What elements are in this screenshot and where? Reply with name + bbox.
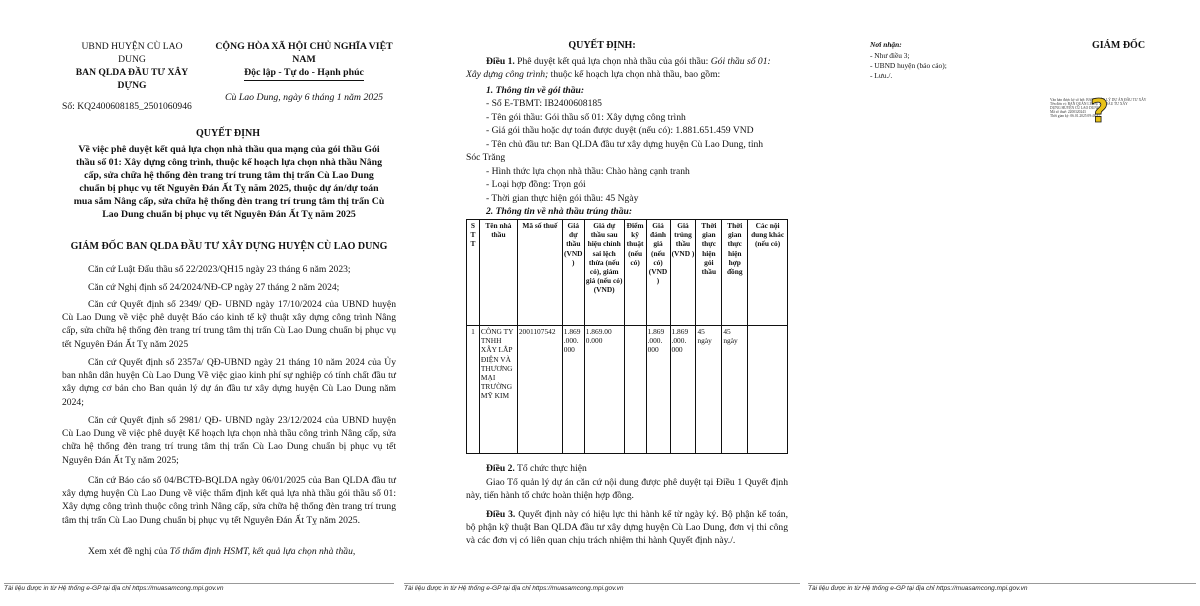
col-header: Tên nhà thầu (479, 220, 517, 326)
proposal-line: Xem xét đề nghị của Tổ thẩm định HSMT, kết quả lựa chọn nhà thầu, (88, 546, 356, 557)
national-header (212, 40, 396, 104)
col-header: Mã số thuế (517, 220, 562, 326)
table-cell: 1.869 .000. 000 (670, 326, 696, 454)
decision-heading: QUYẾT ĐỊNH: (568, 40, 636, 51)
legal-basis-item: Căn cứ Nghị định số 24/2024/NĐ-CP ngày 27 tháng 2 năm 2024; (88, 282, 340, 293)
winning-bidder-table (466, 219, 788, 454)
document-number: Số: KQ2400608185_2501060946 (62, 101, 192, 112)
section-package-info: 1. Thông tin về gói thầu: (486, 85, 585, 96)
legal-basis-item: Căn cứ Báo cáo số 04/BCTĐ-BQLDA ngày 06/01/2025 của Ban QLDA đầu tư xây dựng huyện Cù Lao Dung về việc thẩm định kết quả lựa nhà thầu gói thầu số 01: Xây dựng công trình thuộc công trình Nâng cấp, sửa chữa hệ thống đèn trang trí trung tâm thị trấn Cù Lao Dung chuẩn bị phục vụ tết Nguyên Đán Ất Tỵ năm 2025. (62, 475, 396, 526)
col-header: Điểm kỹ thuật (nếu có) (624, 220, 646, 326)
recipients-title: Nơi nhận: (870, 40, 902, 49)
org-line-1: UBND HUYỆN CÙ LAO (81, 41, 183, 52)
issuing-authority: GIÁM ĐỐC BAN QLDA ĐẦU TƯ XÂY DỰNG HUYỆN CÙ LAO DUNG (70, 241, 388, 252)
recipient-item: - Lưu./. (870, 71, 893, 80)
subject-line: Lao Dung chuẩn bị phục vụ tết Nguyên Đán Ất Tỵ năm 2025 (102, 209, 356, 220)
signature-text: Thời gian ký: 06.01.2025 09:48:47 (1050, 114, 1101, 118)
col-header: S T T (467, 220, 480, 326)
info-line: - Tên chủ đầu tư: Ban QLDA đầu tư xây dựng huyện Cù Lao Dung, tỉnh (486, 139, 764, 150)
subject-line: Về việc phê duyệt kết quả lựa chọn nhà thầu qua mạng của gói thầu Gói (78, 144, 380, 155)
table-cell: 1 (467, 326, 480, 454)
legal-basis-item: Căn cứ Quyết định số 2349/ QĐ- UBND ngày 17/10/2024 của UBND huyện Cù Lao Dung về việc phê duyệt Báo cáo kinh tế kỹ thuật xây dựng công trình Nâng cấp, sửa chữa hệ thống đèn trang trí trung tâm thị trấn Cù Lao Dung chuẩn bị phục vụ tết Nguyên Đán Ất Tỵ năm 2025 (62, 299, 396, 350)
table-cell: 2001107542 (517, 326, 562, 454)
decision-subject (62, 143, 396, 221)
section-winner-info: 2. Thông tin về nhà thầu trúng thầu: (486, 206, 633, 217)
subject-line: mua sắm Nâng cấp, sửa chữa hệ thống đèn trang trí trung tâm thị trấn Cù (73, 196, 385, 207)
info-line: - Hình thức lựa chọn nhà thầu: Chào hàng cạnh tranh (486, 166, 690, 177)
article-3: Điều 3. Quyết định này có hiệu lực thi hành kể từ ngày ký. Bộ phận kế toán, bộ phận kỹ thuật Ban QLDA đầu tư xây dựng huyện Cù Lao Dung, đơn vị thi công và các đơn vị có liên quan chịu trách nhiệm thi hành Quyết định này./. (466, 509, 789, 547)
legal-basis-item: Căn cứ Quyết định số 2981/ QĐ- UBND ngày 23/12/2024 của UBND huyện Cù Lao Dung về việc phê duyệt Kế hoạch lựa chọn nhà thầu công trình Nâng cấp, sửa chữa hệ thống đèn trang trí trung tâm thị trấn Cù Lao Dung chuẩn bị phục vụ tết Nguyên Đán Ất Tỵ năm 2025; (62, 415, 396, 466)
director-title: GIÁM ĐỐC (1092, 40, 1146, 51)
document-page-3 (804, 0, 1200, 606)
nation-name: CỘNG HÒA XÃ HỘI CHỦ NGHĨA VIỆT NAM (215, 41, 393, 65)
table-cell (748, 326, 788, 454)
table-row (467, 326, 788, 454)
col-header: Thời gian thực hiện hợp đồng (722, 220, 748, 326)
document-page-1 (0, 0, 400, 606)
page-footer: Tài liệu được in từ Hệ thống e-GP tại địa chỉ https://muasamcong.mpi.gov.vn (808, 585, 1028, 592)
decision-title: QUYẾT ĐỊNH (196, 128, 260, 139)
table-cell: 1.869 .000. 000 (562, 326, 584, 454)
signature-text: Mã số thuế: 2200320243 (1050, 110, 1086, 114)
signature-text: Văn bản được ký số bởi: BAN QUẢN LÝ DỰ ÁN ĐẦU TƯ XÂY (1050, 98, 1147, 102)
issue-date: Cù Lao Dung, ngày 6 tháng 1 năm 2025 (224, 92, 384, 103)
article-1: Điều 1. Phê duyệt kết quả lựa chọn nhà thầu của gói thầu: Gói thầu số 01: Xây dựng công trình; thuộc kế hoạch lựa chọn nhà thầu, bao gồm: (466, 56, 771, 81)
col-header: Giá dự thầu sau hiệu chỉnh sai lệch thừa (nếu có), giảm giá (nếu có) (VND) (584, 220, 624, 326)
col-header: Giá dự thầu (VND ) (562, 220, 584, 326)
info-line: - Giá gói thầu hoặc dự toán được duyệt (nếu có): 1.881.651.459 VND (486, 125, 754, 136)
info-line: - Loại hợp đồng: Trọn gói (486, 179, 586, 190)
info-line: - Số E-TBMT: IB2400608185 (486, 98, 602, 109)
subject-line: cấp, sửa chữa hệ thống đèn trang trí trung tâm thị trấn Cù Lao Dung (84, 170, 374, 181)
table-cell: 1.869.00 0.000 (584, 326, 624, 454)
info-line: Sóc Trăng (466, 152, 506, 163)
signature-question-icon: ? (1090, 92, 1109, 130)
recipient-item: - Như điều 3; (870, 51, 910, 60)
nation-motto: Độc lập - Tự do - Hạnh phúc (244, 66, 364, 81)
legal-basis-item: Căn cứ Quyết định số 2357a/ QĐ-UBND ngày 21 tháng 10 năm 2024 của Ủy ban nhân dân huyện Cù Lao Dung Về việc giao kinh phí sự nghiệp có tính chất đầu tư xây dựng cơ bản cho Ban quản lý dự án đầu tư xây dựng huyện Cù Lao Dung năm 2024; (62, 357, 396, 408)
signature-text: Tên đơn vị: BAN QUẢN LÝ DỰ ÁN ĐẦU TƯ XÂY (1050, 102, 1128, 106)
issuing-organization (56, 40, 208, 92)
col-header: Giá trúng thầu (VND ) (670, 220, 696, 326)
page-footer: Tài liệu được in từ Hệ thống e-GP tại địa chỉ https://muasamcong.mpi.gov.vn (404, 585, 624, 592)
table-cell: 1.869 .000. 000 (646, 326, 670, 454)
subject-line: thầu số 01: Xây dựng công trình, thuộc kế hoạch lựa chọn nhà thầu Nâng (76, 157, 382, 168)
signature-text: DỰNG HUYỆN CÙ LAO DUNG (1050, 106, 1100, 110)
table-cell: 45 ngày (722, 326, 748, 454)
table-cell: 45 ngày (696, 326, 722, 454)
table-cell (624, 326, 646, 454)
table-cell: CÔNG TY TNHH XÂY LẮP ĐIỆN VÀ THƯƠNG MẠI TRƯỜNG MỸ KIM (479, 326, 517, 454)
org-line-2: DUNG (118, 54, 146, 65)
article-2-body: Giao Tổ quản lý dự án căn cứ nội dung được phê duyệt tại Điều 1 Quyết định này, tiến hành tổ chức hoàn thiện hợp đồng. (466, 477, 788, 502)
col-header: Các nội dung khác (nếu có) (748, 220, 788, 326)
recipient-item: - UBND huyện (báo cáo); (870, 61, 947, 70)
org-line-4: DỰNG (117, 80, 147, 91)
page-footer: Tài liệu được in từ Hệ thống e-GP tại địa chỉ https://muasamcong.mpi.gov.vn (4, 585, 224, 592)
subject-line: chuẩn bị phục vụ tết Nguyên Đán Ất Tỵ năm 2025, thuộc dự án/dự toán (79, 183, 379, 194)
legal-basis-item: Căn cứ Luật Đấu thầu số 22/2023/QH15 ngày 23 tháng 6 năm 2023; (88, 264, 351, 275)
col-header: Giá đánh giá (nếu có) (VND ) (646, 220, 670, 326)
col-header: Thời gian thực hiện gói thầu (696, 220, 722, 326)
document-page-2 (400, 0, 804, 606)
info-line: - Tên gói thầu: Gói thầu số 01: Xây dựng công trình (486, 112, 686, 123)
article-2: Điều 2. Tổ chức thực hiện (486, 463, 587, 474)
info-line: - Thời gian thực hiện gói thầu: 45 Ngày (486, 193, 639, 204)
digital-signature (1050, 92, 1176, 132)
table-header-row (467, 220, 788, 326)
org-line-3: BAN QLDA ĐẦU TƯ XÂY (75, 67, 189, 78)
